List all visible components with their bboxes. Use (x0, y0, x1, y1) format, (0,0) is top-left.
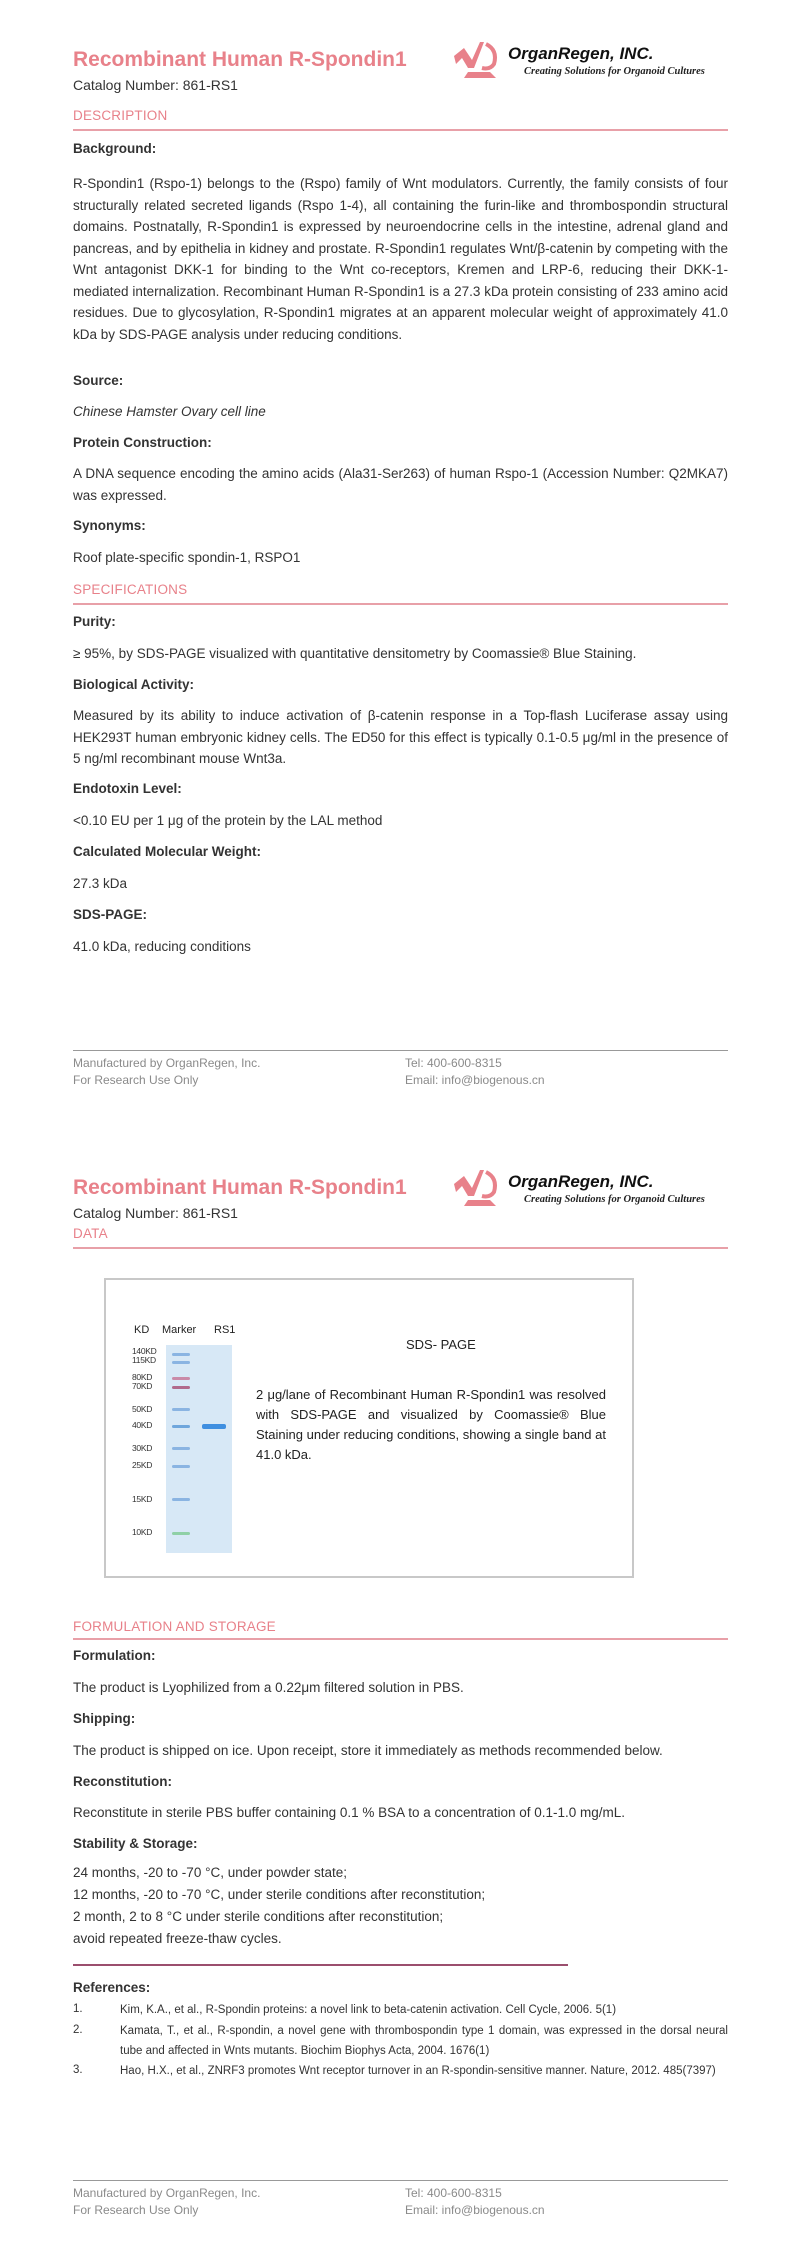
construction-text: A DNA sequence encoding the amino acids (Ala31-Ser263) of human Rspo-1 (Accession Number: Q2MKA7) was expressed. (73, 466, 728, 503)
mw-marker-label: 10KD (132, 1527, 153, 1537)
synonyms-label: Synonyms: (73, 518, 146, 533)
catalog-number: Catalog Number: 861-RS1 (73, 77, 238, 93)
stability-line: avoid repeated freeze-thaw cycles. (73, 1931, 282, 1946)
logo-name: OrganRegen, INC. (508, 44, 654, 63)
reconstitution-text: Reconstitute in sterile PBS buffer containing 0.1 % BSA to a concentration of 0.1-1.0 mg/mL. (73, 1805, 626, 1820)
sds-page-figure (104, 1278, 634, 1578)
synonyms-text: Roof plate-specific spondin-1, RSPO1 (73, 550, 301, 565)
footer-email: Email: info@biogenous.cn (405, 1073, 545, 1087)
purity-text: ≥ 95%, by SDS-PAGE visualized with quantitative densitometry by Coomassie® Blue Staining. (73, 646, 637, 661)
marker-band (172, 1498, 190, 1501)
footer-tel: Tel: 400-600-8315 (405, 1056, 502, 1070)
organregen-logo-icon (450, 34, 502, 86)
footer-research-use: For Research Use Only (73, 2203, 199, 2217)
sample-column-label: RS1 (214, 1324, 236, 1336)
background-label: Background: (73, 141, 157, 156)
sds-page-text: 41.0 kDa, reducing conditions (73, 939, 251, 954)
figure-title: SDS- PAGE (406, 1337, 476, 1352)
mw-marker-label: 50KD (132, 1404, 153, 1414)
sds-page-label: SDS-PAGE: (73, 907, 148, 922)
reference-number: 2. (73, 2024, 83, 2036)
reference-text: Kamata, T., et al., R-spondin, a novel gene with thrombospondin type 1 domain, was expressed in the dorsal neural tube and affected in Wnts mutants. Biochim Biophys Acta, 2004. 1676(1) (120, 2025, 728, 2057)
description-heading: DESCRIPTION (73, 108, 168, 123)
stability-line: 12 months, -20 to -70 °C, under sterile conditions after reconstitution; (73, 1887, 486, 1902)
activity-text: Measured by its ability to induce activation of β-catenin response in a Top-flash Luciferase assay using HEK293T human embryonic kidney cells. The ED50 for this effect is typically 0.1-0.5 μg/ml in the presence of 5 ng/ml recombinant mouse Wnt3a. (73, 708, 728, 766)
reference-text: Kim, K.A., et al., R-Spondin proteins: a novel link to beta-catenin activation. Cell Cycle, 2006. 5(1) (120, 2004, 617, 2016)
source-text: Chinese Hamster Ovary cell line (73, 404, 266, 419)
references-divider (73, 1964, 568, 1966)
marker-column-label: Marker (162, 1324, 197, 1336)
footer-research-use: For Research Use Only (73, 1073, 199, 1087)
footer-left (73, 2185, 260, 2219)
logo-slogan: Creating Solutions for Organoid Cultures (524, 66, 705, 77)
formulation-label: Formulation: (73, 1648, 156, 1663)
purity-label: Purity: (73, 614, 116, 629)
mw-marker-label: 140KD (132, 1346, 157, 1356)
logo-name: OrganRegen, INC. (508, 1172, 654, 1191)
mw-marker-label: 115KD (132, 1355, 156, 1365)
mw-marker-label: 40KD (132, 1420, 153, 1430)
activity-label: Biological Activity: (73, 677, 195, 692)
product-title: Recombinant Human R-Spondin1 (73, 1176, 407, 1199)
organregen-logo-icon (450, 1162, 502, 1214)
section-divider (73, 1247, 728, 1249)
stability-line: 24 months, -20 to -70 °C, under powder state; (73, 1865, 348, 1880)
footer-right (405, 2185, 545, 2219)
endotoxin-label: Endotoxin Level: (73, 781, 182, 796)
molecular-weight-text: 27.3 kDa (73, 876, 128, 891)
reference-number: 1. (73, 2003, 83, 2015)
mw-marker-label: 80KD (132, 1372, 153, 1382)
reference-text: Hao, H.X., et al., ZNRF3 promotes Wnt receptor turnover in an R-spondin-sensitive manner. Nature, 2012. 485(7397) (120, 2065, 716, 2077)
mw-marker-label: 70KD (132, 1381, 153, 1391)
kd-column-label: KD (134, 1324, 150, 1336)
footer-divider (73, 2180, 728, 2181)
section-divider (73, 129, 728, 131)
marker-band (172, 1353, 190, 1356)
company-logo (450, 34, 740, 90)
background-text: R-Spondin1 (Rspo-1) belongs to the (Rspo) family of Wnt modulators. Currently, the family consists of four structurally related secreted ligands (Rspo 1-4), all containing the furin-like and thrombospondin structural domains. Postnatally, R-Spondin1 is expressed by neuroendocrine cells in the intestine, adrenal gland and pancreas, and by epithelia in kidney and prostate. R-Spondin1 regulates Wnt/β-catenin by competing with the Wnt antagonist DKK-1 for binding to the Wnt co-receptors, Kremen and LRP-6, reducing their DKK-1-mediated internalization. Recombinant Human R-Spondin1 is a 27.3 kDa protein consisting of 233 amino acid residues. Due to glycosylation, R-Spondin1 migrates at an apparent molecular weight of approximately 41.0 kDa by SDS-PAGE analysis under reducing conditions. (73, 176, 728, 342)
construction-label: Protein Construction: (73, 435, 212, 450)
footer-manufacturer: Manufactured by OrganRegen, Inc. (73, 1056, 261, 1070)
section-divider (73, 1638, 728, 1640)
marker-band (172, 1447, 190, 1450)
footer-email: Email: info@biogenous.cn (405, 2203, 545, 2217)
section-divider (73, 603, 728, 605)
company-logo (450, 1162, 740, 1218)
molecular-weight-label: Calculated Molecular Weight: (73, 844, 262, 859)
specifications-heading: SPECIFICATIONS (73, 582, 188, 597)
shipping-label: Shipping: (73, 1711, 136, 1726)
footer-tel: Tel: 400-600-8315 (405, 2186, 502, 2200)
marker-band (172, 1425, 190, 1428)
marker-band (172, 1361, 190, 1364)
logo-slogan: Creating Solutions for Organoid Cultures (524, 1194, 705, 1205)
footer-manufacturer: Manufactured by OrganRegen, Inc. (73, 2186, 261, 2200)
footer-left (73, 1055, 260, 1089)
catalog-number: Catalog Number: 861-RS1 (73, 1205, 238, 1221)
marker-band (172, 1377, 190, 1380)
shipping-text: The product is shipped on ice. Upon receipt, store it immediately as methods recommended below. (73, 1743, 663, 1758)
figure-description: 2 μg/lane of Recombinant Human R-Spondin1 was resolved with SDS-PAGE and visualized by Coomassie® Blue Staining under reducing conditions, showing a single band at 41.0 kDa. (256, 1387, 606, 1462)
formulation-text: The product is Lyophilized from a 0.22μm filtered solution in PBS. (73, 1680, 464, 1695)
stability-line: 2 month, 2 to 8 °C under sterile conditions after reconstitution; (73, 1909, 444, 1924)
data-heading: DATA (73, 1226, 108, 1241)
marker-band (172, 1408, 190, 1411)
marker-band (172, 1386, 190, 1389)
stability-label: Stability & Storage: (73, 1836, 198, 1851)
mw-marker-label: 25KD (132, 1460, 153, 1470)
reference-number: 3. (73, 2064, 83, 2076)
marker-band (172, 1465, 190, 1468)
footer-divider (73, 1050, 728, 1051)
source-label: Source: (73, 373, 124, 388)
reconstitution-label: Reconstitution: (73, 1774, 172, 1789)
mw-marker-label: 30KD (132, 1443, 153, 1453)
footer-right (405, 1055, 545, 1089)
mw-marker-label: 15KD (132, 1494, 153, 1504)
references-heading: References: (73, 1980, 151, 1995)
product-title: Recombinant Human R-Spondin1 (73, 48, 407, 71)
marker-band (172, 1532, 190, 1535)
rs1-band (202, 1424, 226, 1429)
gel-image (166, 1345, 232, 1553)
formulation-heading: FORMULATION AND STORAGE (73, 1619, 276, 1634)
endotoxin-text: <0.10 EU per 1 μg of the protein by the LAL method (73, 813, 383, 828)
